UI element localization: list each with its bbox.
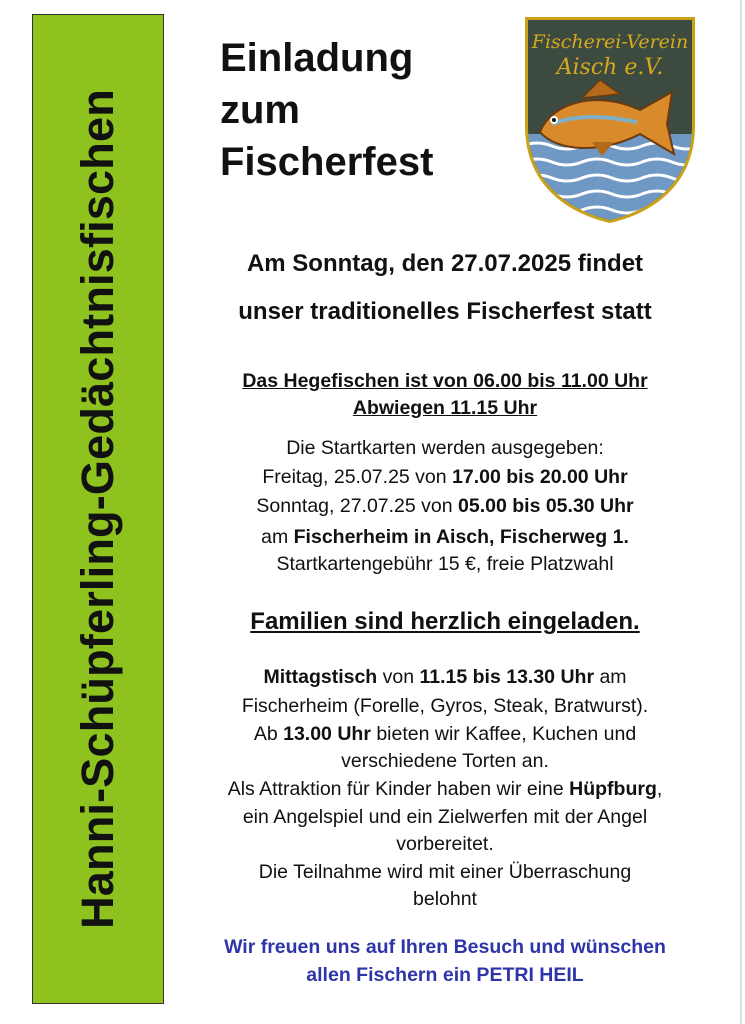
title-line-3: Fischerfest (220, 140, 434, 184)
startkarten-intro: Die Startkarten werden ausgegeben: (286, 437, 604, 459)
startkarten-fee: Startkartengebühr 15 €, freie Platzwahl (276, 553, 614, 575)
logo-text-line-1: Fischerei-Verein (531, 31, 689, 53)
hegefischen-line-2: Abwiegen 11.15 Uhr (352, 397, 538, 419)
title-line-1: Einladung (220, 36, 414, 80)
startkarten-friday: Freitag, 25.07.25 von 17.00 bis 20.00 Uhr (262, 466, 628, 488)
closing-line-1: Wir freuen uns auf Ihren Besuch und wünschen (224, 936, 666, 958)
page-title (220, 32, 433, 188)
page-edge (740, 0, 742, 1024)
intro-line-2: unser traditionelles Fischerfest statt (238, 298, 652, 325)
program-line-1: Mittagstisch von 11.15 bis 13.30 Uhr am (263, 666, 627, 688)
title-line-2: zum (220, 88, 300, 132)
closing-line-2: allen Fischern ein PETRI HEIL (306, 964, 584, 986)
program-line-9: belohnt (413, 888, 477, 910)
program-line-5: Als Attraktion für Kinder haben wir eine Hüpfburg, (227, 778, 663, 800)
hegefischen-line-1: Das Hegefischen ist von 06.00 bis 11.00 Uhr (242, 370, 648, 392)
sidebar-title: Hanni-Schüpferling-Gedächtnisfischen (72, 89, 123, 929)
program-line-8: Die Teilnahme wird mit einer Überraschung (258, 861, 632, 883)
program-line-4: verschiedene Torten an. (341, 750, 549, 772)
families-heading: Familien sind herzlich eingeladen. (250, 608, 640, 635)
club-logo (522, 14, 698, 224)
program-line-2: Fischerheim (Forelle, Gyros, Steak, Bratwurst). (241, 695, 649, 717)
startkarten-sunday: Sonntag, 27.07.25 von 05.00 bis 05.30 Uhr (256, 495, 634, 517)
program-line-7: vorbereitet. (396, 833, 494, 855)
program-line-3: Ab 13.00 Uhr bieten wir Kaffee, Kuchen und (253, 723, 637, 745)
program-line-6: ein Angelspiel und ein Zielwerfen mit der Angel (242, 806, 648, 828)
intro-line-1: Am Sonntag, den 27.07.2025 findet (246, 250, 644, 277)
logo-text-line-2: Aisch e.V. (556, 55, 664, 80)
sidebar-banner (32, 14, 164, 1004)
startkarten-place: am Fischerheim in Aisch, Fischerweg 1. (261, 526, 629, 548)
